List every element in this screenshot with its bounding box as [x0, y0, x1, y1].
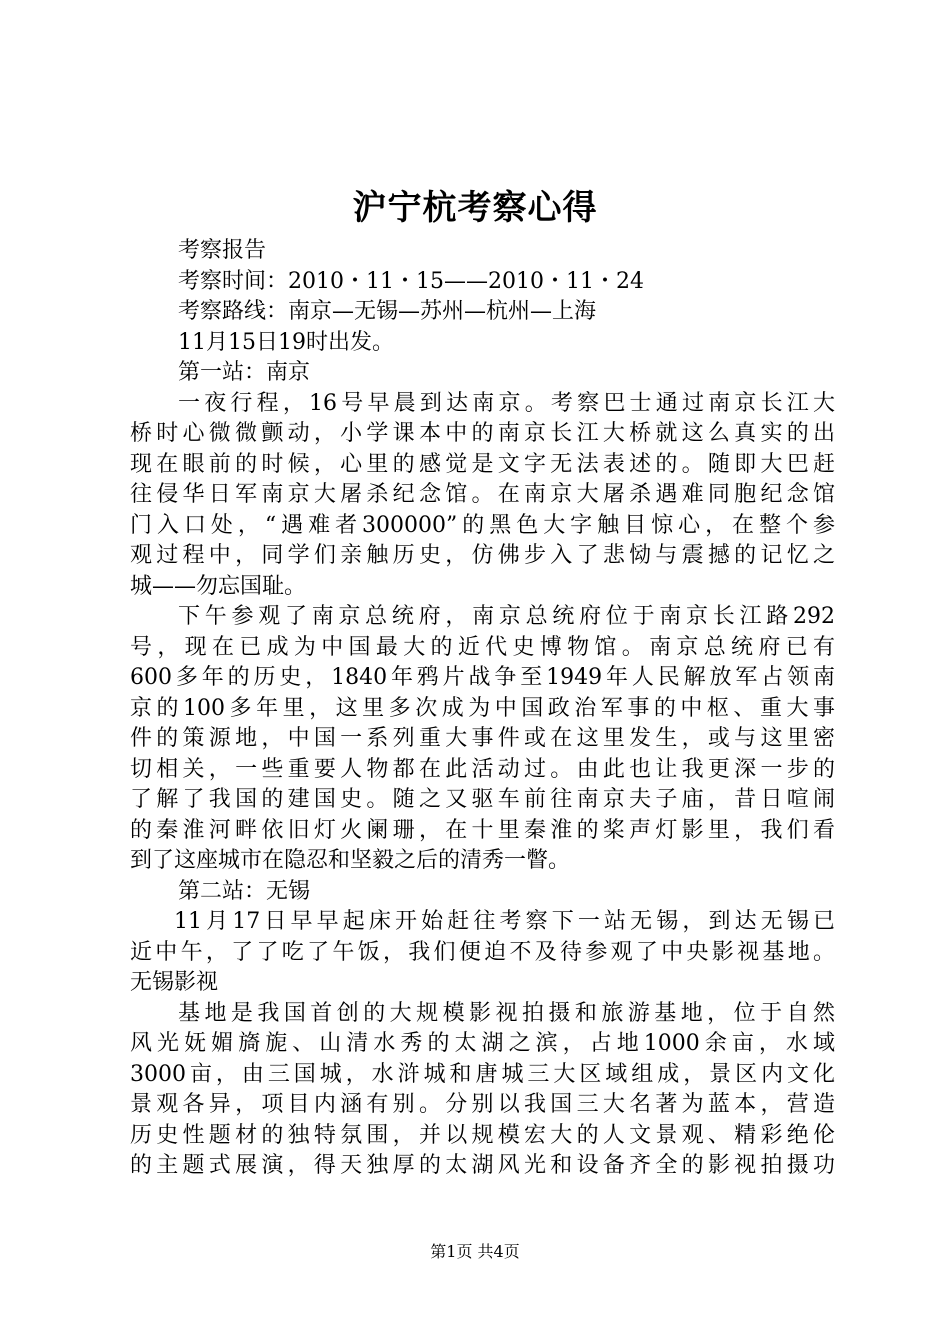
text-line: 的主题式展演，得天独厚的太湖风光和设备齐全的影视拍摄功 [130, 1153, 835, 1178]
text-line: 切相关，一些重要人物都在此活动过。由此也让我更深一步的 [130, 756, 835, 782]
text-line: 现在眼前的时候，心里的感觉是文字无法表述的。随即大巴赶 [130, 451, 835, 477]
text-line: 考察路线：南京—无锡—苏州—杭州—上海 [178, 299, 597, 324]
text-line: 无锡影视 [130, 970, 219, 995]
text-line: 了解了我国的建国史。随之又驱车前往南京夫子庙，昔日喧闹 [130, 787, 835, 812]
section-heading: 第二站：无锡 [178, 878, 311, 904]
text-line: 号，现在已成为中国最大的近代史博物馆。南京总统府已有 [130, 634, 835, 660]
section-heading: 第一站：南京 [178, 360, 311, 385]
text-line: 件的策源地，中国一系列重大事件或在这里发生，或与这里密 [130, 726, 835, 751]
text-line: 考察时间：2010・11・15——2010・11・24 [178, 268, 644, 294]
text-line: 11月17日早早起床开始赶往考察下一站无锡，到达无锡已 [174, 909, 835, 934]
text-line: 近中午，了了吃了午饭，我们便迫不及待参观了中央影视基地。 [130, 939, 835, 965]
text-line: 风光妩媚旖旎、山清水秀的太湖之滨，占地1000余亩，水域 [130, 1031, 835, 1056]
text-line: 基地是我国首创的大规模影视拍摄和旅游基地，位于自然 [178, 1000, 835, 1026]
text-line: 下午参观了南京总统府，南京总统府位于南京长江路292 [178, 604, 835, 629]
document-body [130, 236, 835, 1182]
text-line: 的秦淮河畔依旧灯火阑珊，在十里秦淮的桨声灯影里，我们看 [130, 817, 835, 843]
text-line: 观过程中，同学们亲触历史，仿佛步入了悲恸与震撼的记忆之 [130, 543, 835, 568]
text-line: 11月15日19时出发。 [178, 329, 394, 355]
text-line: 历史性题材的独特氛围，并以规模宏大的人文景观、精彩绝伦 [130, 1122, 835, 1148]
text-line: 往侵华日军南京大屠杀纪念馆。在南京大屠杀遇难同胞纪念馆 [130, 482, 835, 507]
text-line: 到了这座城市在隐忍和坚毅之后的清秀一瞥。 [130, 848, 571, 873]
text-line: 3000亩，由三国城，水浒城和唐城三大区域组成，景区内文化 [130, 1061, 835, 1087]
document-title: 沪宁杭考察心得 [352, 188, 598, 228]
text-line: 一夜行程，16号早晨到达南京。考察巴士通过南京长江大 [178, 390, 835, 416]
text-line: 考察报告 [178, 238, 267, 263]
text-line: 京的100多年里，这里多次成为中国政治军事的中枢、重大事 [130, 695, 835, 721]
text-line: 门入口处，“遇难者300000”的黑色大字触目惊心，在整个参 [130, 512, 835, 538]
text-line: 城——勿忘国耻。 [130, 573, 307, 599]
page-footer: 第1页 共4页 [430, 1242, 520, 1261]
text-line: 景观各异，项目内涵有别。分别以我国三大名著为蓝本，营造 [130, 1092, 835, 1117]
text-line: 600多年的历史，1840年鸦片战争至1949年人民解放军占领南 [130, 665, 835, 690]
text-line: 桥时心微微颤动，小学课本中的南京长江大桥就这么真实的出 [130, 421, 835, 446]
